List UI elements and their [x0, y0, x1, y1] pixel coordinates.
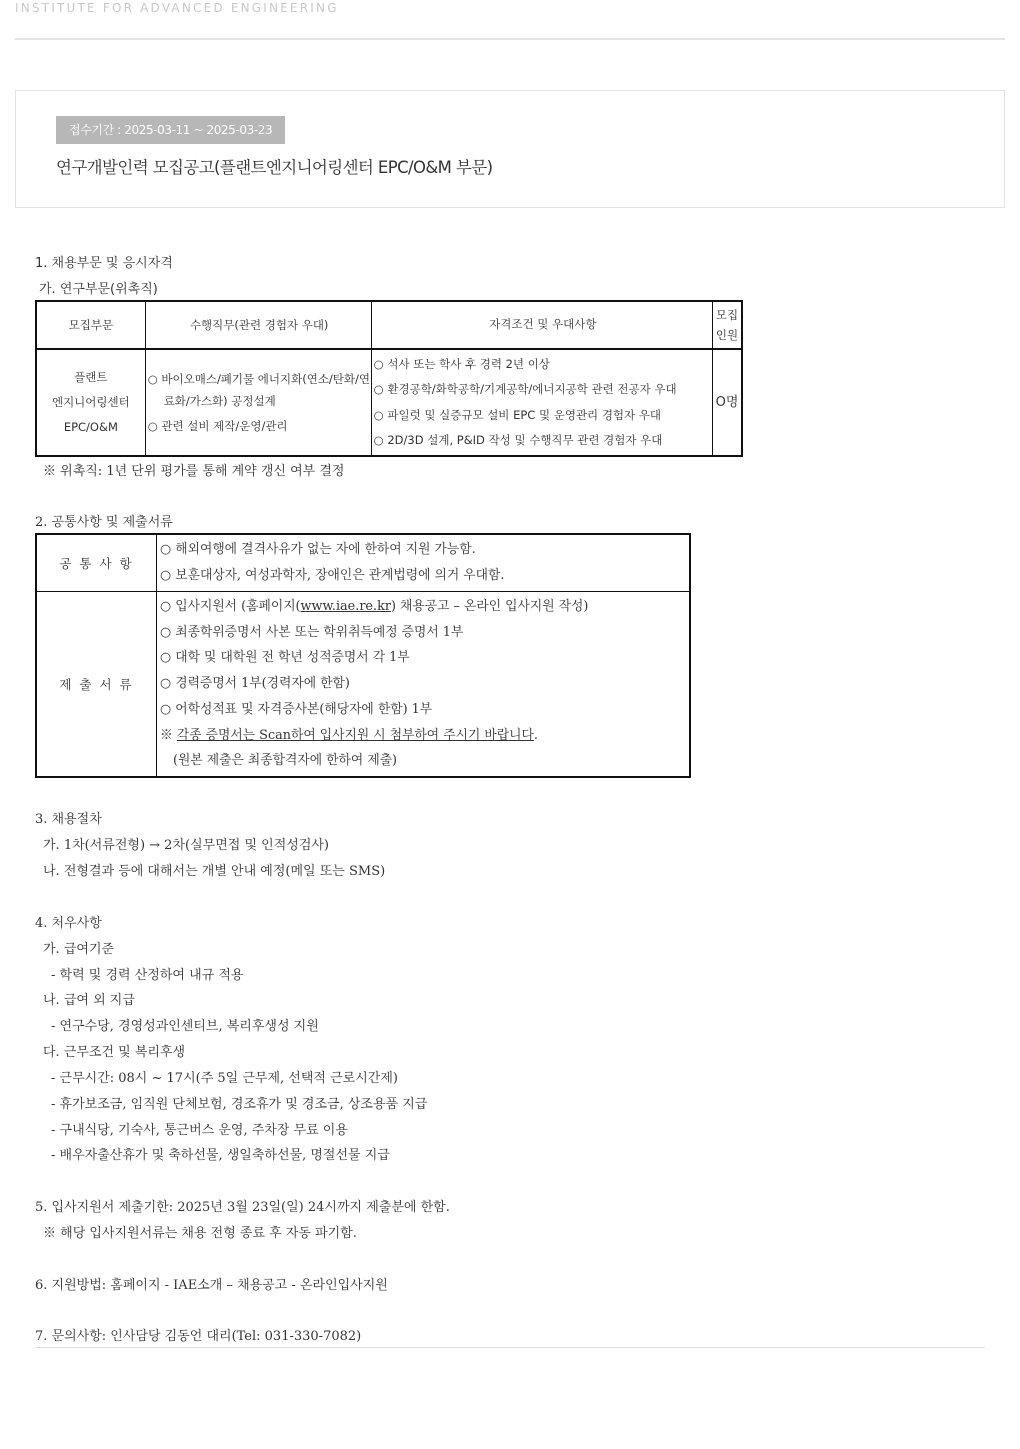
docs-item: ○ 어학성적표 및 자격증사본(해당자에 한함) 1부: [160, 701, 433, 717]
section1-heading: 1. 채용부문 및 응시자격: [35, 256, 173, 271]
section3-item: 가. 1차(서류전형) → 2차(실무면접 및 인적성검사): [43, 838, 330, 853]
section1-note: ※ 위촉직: 1년 단위 평가를 통해 계약 갱신 여부 결정: [43, 464, 345, 479]
section1-sub: 가. 연구부문(위촉직): [39, 282, 158, 297]
section5-note: ※ 해당 입사지원서류는 채용 전형 종료 후 자동 파기함.: [43, 1226, 357, 1241]
brand-wordmark: INSTITUTE FOR ADVANCED ENGINEERING: [15, 1, 339, 15]
common-cell: [157, 534, 691, 592]
header-dept: 모집부문: [36, 301, 145, 349]
common-item: ○ 보훈대상자, 여성과학자, 장애인은 관계법령에 의거 우대함.: [160, 568, 505, 583]
docs-note2: (원본 제출은 최종합격자에 한하여 제출): [173, 753, 398, 769]
docs-item1-post: ) 채용공고 – 온라인 입사지원 작성): [390, 598, 589, 614]
table-row: [36, 349, 742, 456]
section2-heading: 2. 공통사항 및 제출서류: [35, 515, 173, 530]
notice-title: 연구개발인력 모집공고(플랜트엔지니어링센터 EPC/O&M 부문): [56, 158, 493, 177]
header-count-line2: 인원: [715, 328, 739, 342]
header-divider: [15, 38, 1005, 40]
header-duty: 수행직무(관련 경험자 우대): [145, 301, 371, 349]
dept-line: 플랜트: [74, 370, 108, 384]
duty-item: ○ 관련 설비 제작/운영/관리: [147, 419, 288, 433]
docs-cell: [157, 592, 691, 778]
section4-c-item: - 근무시간: 08시 ~ 17시(주 5일 근무제, 선택적 근로시간제): [51, 1071, 398, 1086]
docs-item: [160, 594, 689, 620]
recruit-table: [35, 300, 743, 457]
section5-line: 5. 입사지원서 제출기한: 2025년 3월 23일(일) 24시까지 제출분에 한함.: [35, 1200, 450, 1215]
docs-note-text: 각종 증명서는 Scan하여 입사지원 시 첨부하여 주시기 바랍니다: [176, 727, 534, 743]
section4-a1: - 학력 및 경력 산정하여 내규 적용: [51, 968, 244, 983]
section4-c-item: - 구내식당, 기숙사, 통근버스 운영, 주차장 무료 이용: [51, 1123, 348, 1138]
recruit-table-header: [36, 301, 742, 349]
section4-heading: 4. 처우사항: [35, 916, 102, 931]
qual-item: ○ 2D/3D 설계, P&ID 작성 및 수행직무 관련 경험자 우대: [373, 433, 663, 447]
common-item: ○ 해외여행에 결격사유가 없는 자에 한하여 지원 가능함.: [160, 542, 476, 558]
dept-cell: [36, 349, 145, 456]
duty-cell: [145, 349, 371, 456]
header-qual: 자격조건 및 우대사항: [371, 301, 712, 349]
period-badge: 접수기간 : 2025-03-11 ~ 2025-03-23: [56, 116, 285, 144]
qual-item: ○ 석사 또는 학사 후 경력 2년 이상: [373, 356, 550, 371]
docs-item1-pre: ○ 입사지원서 (홈페이지(: [160, 598, 301, 614]
docs-item: ○ 대학 및 대학원 전 학년 성적증명서 각 1부: [160, 650, 410, 666]
table-row: [36, 534, 690, 592]
table-row: [36, 592, 690, 778]
docs-note-mark: ※: [160, 727, 177, 743]
qual-item: ○ 환경공학/화학공학/기계공학/에너지공학 관련 전공자 우대: [373, 382, 677, 396]
count-cell: O명: [713, 349, 742, 456]
dept-line: 엔지니어링센터: [51, 395, 130, 409]
section4-a: 가. 급여기준: [43, 942, 115, 957]
section7-line: 7. 문의사항: 인사담당 김동언 대리(Tel: 031-330-7082): [35, 1329, 362, 1344]
common-label: 공 통 사 항: [36, 534, 157, 592]
header-count-line1: 모집: [715, 308, 739, 322]
docs-item: ○ 경력증명서 1부(경력자에 한함): [160, 676, 350, 692]
docs-item: ○ 최종학위증명서 사본 또는 학위취득예정 증명서 1부: [160, 624, 464, 640]
notice-header: [15, 90, 1005, 208]
duty-item: ○ 바이오매스/폐기물 에너지화(연소/탄화/연료화/가스화) 공정설계: [147, 372, 371, 408]
docs-table: [35, 533, 691, 778]
section3-item: 나. 전형결과 등에 대해서는 개별 안내 예정(메일 또는 SMS): [43, 864, 386, 879]
section4-c: 다. 근무조건 및 복리후생: [43, 1045, 186, 1060]
section4-b: 나. 급여 외 지급: [43, 993, 135, 1008]
qual-item: ○ 파일럿 및 실증규모 설비 EPC 및 운영관리 경험자 우대: [373, 407, 662, 422]
section4-c-item: - 배우자출산휴가 및 축하선물, 생일축하선물, 명절선물 지급: [51, 1148, 390, 1163]
section6-line: 6. 지원방법: 홈페이지 - IAE소개 – 채용공고 - 온라인입사지원: [35, 1278, 388, 1293]
section4-c-item: - 휴가보조금, 임직원 단체보험, 경조휴가 및 경조금, 상조용품 지급: [51, 1097, 428, 1112]
docs-label: 제 출 서 류: [36, 592, 157, 778]
section3-heading: 3. 채용절차: [35, 812, 102, 827]
qual-cell: [371, 349, 712, 456]
dept-line: EPC/O&M: [63, 420, 118, 434]
footer-divider: [35, 1347, 985, 1348]
section4-b1: - 연구수당, 경영성과인센티브, 복리후생성 지원: [51, 1019, 319, 1034]
docs-note-end: .: [533, 727, 538, 743]
header-count: [713, 301, 742, 349]
docs-note: [160, 723, 689, 749]
homepage-link[interactable]: www.iae.re.kr: [300, 598, 391, 614]
